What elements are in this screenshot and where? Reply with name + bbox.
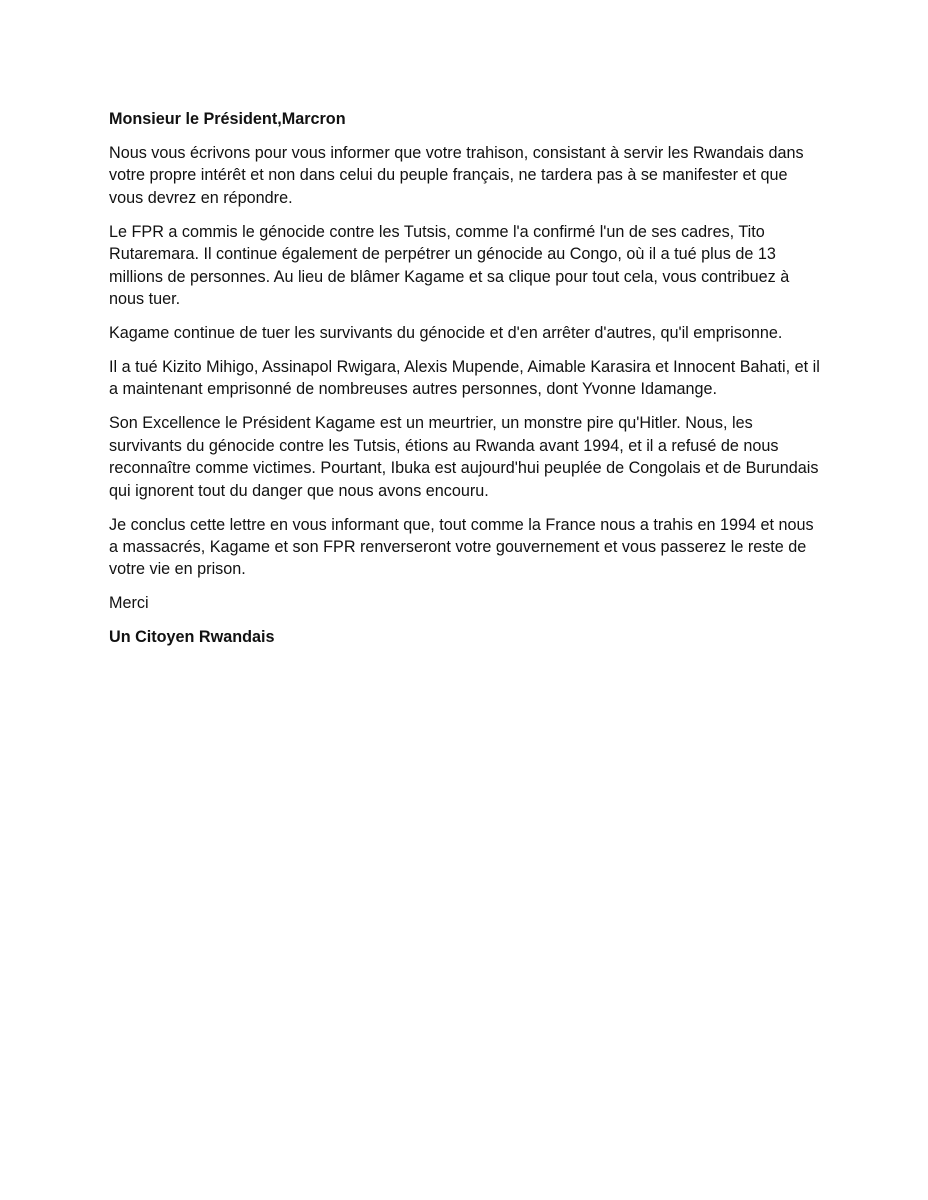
letter-salutation: Monsieur le Président,Marcron (109, 110, 346, 128)
letter-signature: Un Citoyen Rwandais (109, 628, 275, 647)
letter-paragraph-1: Nous vous écrivons pour vous informer que votre trahison, consistant à servir les Rwandais dans votre propre intérêt et non dans celui du peuple français, ne tardera pas à se manifester et que vous devrez en répondre. (109, 144, 804, 207)
letter-body (109, 108, 821, 660)
letter-paragraph-5: Son Excellence le Président Kagame est un meurtrier, un monstre pire qu'Hitler. Nous, les survivants du génocide contre les Tutsis, étions au Rwanda avant 1994, et il a refusé de nous reconnaître comme victimes. Pourtant, Ibuka est aujourd'hui peuplée de Congolais et de Burundais qui ignorent tout du danger que nous avons encouru. (109, 414, 819, 500)
letter-closing: Merci (109, 594, 149, 613)
letter-paragraph-3: Kagame continue de tuer les survivants du génocide et d'en arrêter d'autres, qu'il emprisonne. (109, 324, 783, 343)
letter-paragraph-4: Il a tué Kizito Mihigo, Assinapol Rwigara, Alexis Mupende, Aimable Karasira et Innocent Bahati, et il a maintenant emprisonné de nombreuses autres personnes, dont Yvonne Idamange. (109, 358, 820, 399)
letter-paragraph-2: Le FPR a commis le génocide contre les Tutsis, comme l'a confirmé l'un de ses cadres, Tito Rutaremara. Il continue également de perpétrer un génocide au Congo, où il a tué plus de 13 millions de personnes. Au lieu de blâmer Kagame et sa clique pour tout cela, vous contribuez à nous tuer. (109, 222, 790, 309)
letter-paragraph-6: Je conclus cette lettre en vous informant que, tout comme la France nous a trahis en 1994 et nous a massacrés, Kagame et son FPR renverseront votre gouvernement et vous passerez le reste de votre vie en prison. (109, 515, 814, 579)
